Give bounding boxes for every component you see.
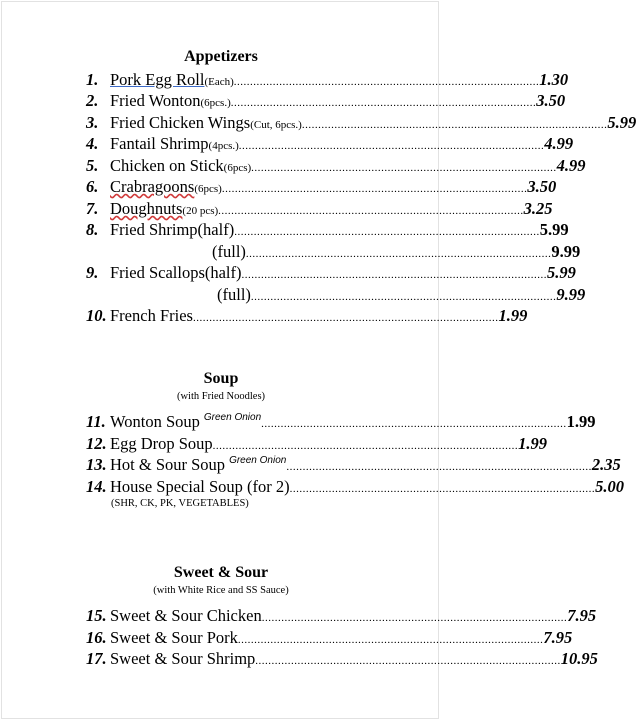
menu-item	[86, 156, 586, 176]
menu-item	[86, 412, 596, 432]
dot-leader: ..............................................................................................	[250, 291, 557, 303]
item-name: Sweet & Sour Chicken	[110, 606, 262, 625]
item-number: 10.	[86, 306, 107, 325]
item-price: 3.50	[527, 177, 557, 196]
item-detail: (6pcs)	[223, 162, 252, 174]
soup-footnote: (SHR, CK, PK, VEGETABLES)	[111, 498, 249, 509]
dot-leader: ..............................................................................................	[245, 248, 552, 260]
section-title-soup: Soup	[203, 370, 239, 387]
menu-item	[86, 113, 636, 133]
dot-leader: ..............................................................................................	[241, 269, 548, 281]
item-number: 5.	[86, 156, 99, 175]
dot-leader: ..............................................................................................	[238, 140, 545, 152]
item-price: 9.99	[556, 285, 586, 304]
menu-item	[86, 455, 621, 475]
item-name: Fried Shrimp(half)	[110, 220, 235, 239]
item-name: (full)	[217, 285, 251, 304]
item-name: Pork Egg Roll	[110, 70, 205, 89]
menu-item	[86, 220, 569, 240]
item-name: Sweet & Sour Shrimp	[110, 649, 256, 668]
item-name: Wonton Soup	[110, 412, 200, 431]
dot-leader: ..............................................................................................	[301, 119, 608, 131]
dot-leader: ..............................................................................................	[286, 461, 592, 473]
item-price: 9.99	[551, 242, 581, 261]
section-subtitle-sweet-sour: (with White Rice and SS Sauce)	[153, 585, 289, 596]
menu-item	[86, 199, 553, 219]
dot-leader: ..............................................................................................	[234, 226, 540, 238]
item-name: House Special Soup (for 2)	[110, 477, 290, 496]
item-price: 7.95	[543, 628, 573, 647]
dot-leader: ..............................................................................................	[289, 483, 596, 495]
item-number: 12.	[86, 434, 107, 453]
menu-item	[86, 263, 576, 283]
dot-leader: ..............................................................................................	[192, 312, 499, 324]
item-name: Chicken on Stick	[110, 156, 224, 175]
item-number: 1.	[86, 70, 99, 89]
dot-leader: ..............................................................................................	[251, 162, 557, 174]
menu-item	[86, 91, 566, 111]
item-name: Doughnuts	[110, 199, 183, 218]
item-note: Green Onion	[203, 412, 262, 423]
item-name: French Fries	[110, 306, 193, 325]
section-subtitle-soup: (with Fried Noodles)	[176, 391, 266, 402]
item-number: 4.	[86, 134, 99, 153]
dot-leader: ..............................................................................................	[218, 205, 524, 217]
menu-item	[86, 477, 625, 497]
item-price: 3.50	[536, 91, 566, 110]
item-price: 3.25	[523, 199, 553, 218]
item-number: 6.	[86, 177, 99, 196]
item-price: 4.99	[556, 156, 586, 175]
item-price: 2.35	[591, 455, 621, 474]
section-title-appetizers: Appetizers	[184, 48, 258, 65]
item-price: 7.95	[567, 606, 597, 625]
menu-item	[86, 285, 586, 305]
menu-item	[86, 70, 569, 90]
item-price: 1.99	[518, 434, 548, 453]
item-number: 11.	[86, 412, 106, 431]
item-price: 5.99	[547, 263, 576, 282]
item-number: 16.	[86, 628, 107, 647]
menu-item	[86, 177, 557, 197]
menu-item	[86, 242, 581, 262]
item-number: 7.	[86, 199, 99, 218]
menu-item	[86, 434, 548, 454]
dot-leader: ..............................................................................................	[237, 634, 544, 646]
dot-leader: ..............................................................................................	[233, 76, 540, 88]
item-price: 4.99	[544, 134, 574, 153]
item-number: 9.	[86, 263, 99, 282]
item-name: Crabragoons	[110, 177, 195, 196]
item-price: 1.99	[566, 412, 596, 431]
item-name: Fried Wonton	[110, 91, 201, 110]
item-price: 5.99	[539, 220, 569, 239]
item-name: Sweet & Sour Pork	[110, 628, 238, 647]
item-number: 13.	[86, 455, 107, 474]
menu-item	[86, 134, 574, 154]
item-price: 5.00	[595, 477, 625, 496]
item-number: 2.	[86, 91, 99, 110]
dot-leader: ..............................................................................................	[261, 418, 567, 430]
item-price: 5.99	[607, 113, 636, 132]
item-number: 8.	[86, 220, 99, 239]
item-detail: (Cut, 6pcs.)	[250, 119, 302, 131]
item-note: Green Onion	[229, 455, 287, 466]
dot-leader: ..............................................................................................	[255, 655, 561, 667]
item-name: Fantail Shrimp	[110, 134, 209, 153]
item-number: 3.	[86, 113, 99, 132]
menu-item	[86, 628, 573, 648]
item-name: Fried Chicken Wings	[110, 113, 251, 132]
dot-leader: ..............................................................................................	[221, 183, 528, 195]
item-detail: (20 pcs)	[182, 205, 219, 217]
section-title-sweet-sour: Sweet & Sour	[173, 564, 269, 581]
dot-leader: ..............................................................................................	[261, 612, 568, 624]
menu-item	[86, 606, 597, 626]
item-detail: (6pcs)	[194, 183, 222, 195]
item-number: 14.	[86, 477, 107, 496]
item-price: 1.99	[498, 306, 528, 325]
menu-item	[86, 306, 528, 326]
item-name: Egg Drop Soup	[110, 434, 213, 453]
item-detail: (4pcs.)	[208, 140, 239, 152]
item-detail: (Each)	[204, 76, 234, 88]
item-price: 10.95	[560, 649, 598, 668]
menu-item	[86, 649, 598, 669]
dot-leader: ..............................................................................................	[212, 440, 519, 452]
dot-leader: ..............................................................................................	[230, 97, 537, 109]
item-price: 1.30	[539, 70, 569, 89]
item-name: Hot & Sour Soup	[110, 455, 226, 474]
item-detail: (6pcs.)	[200, 97, 231, 109]
item-name: (full)	[212, 242, 246, 261]
item-number: 15.	[86, 606, 107, 625]
item-name: Fried Scallops(half)	[110, 263, 242, 282]
item-number: 17.	[86, 649, 107, 668]
